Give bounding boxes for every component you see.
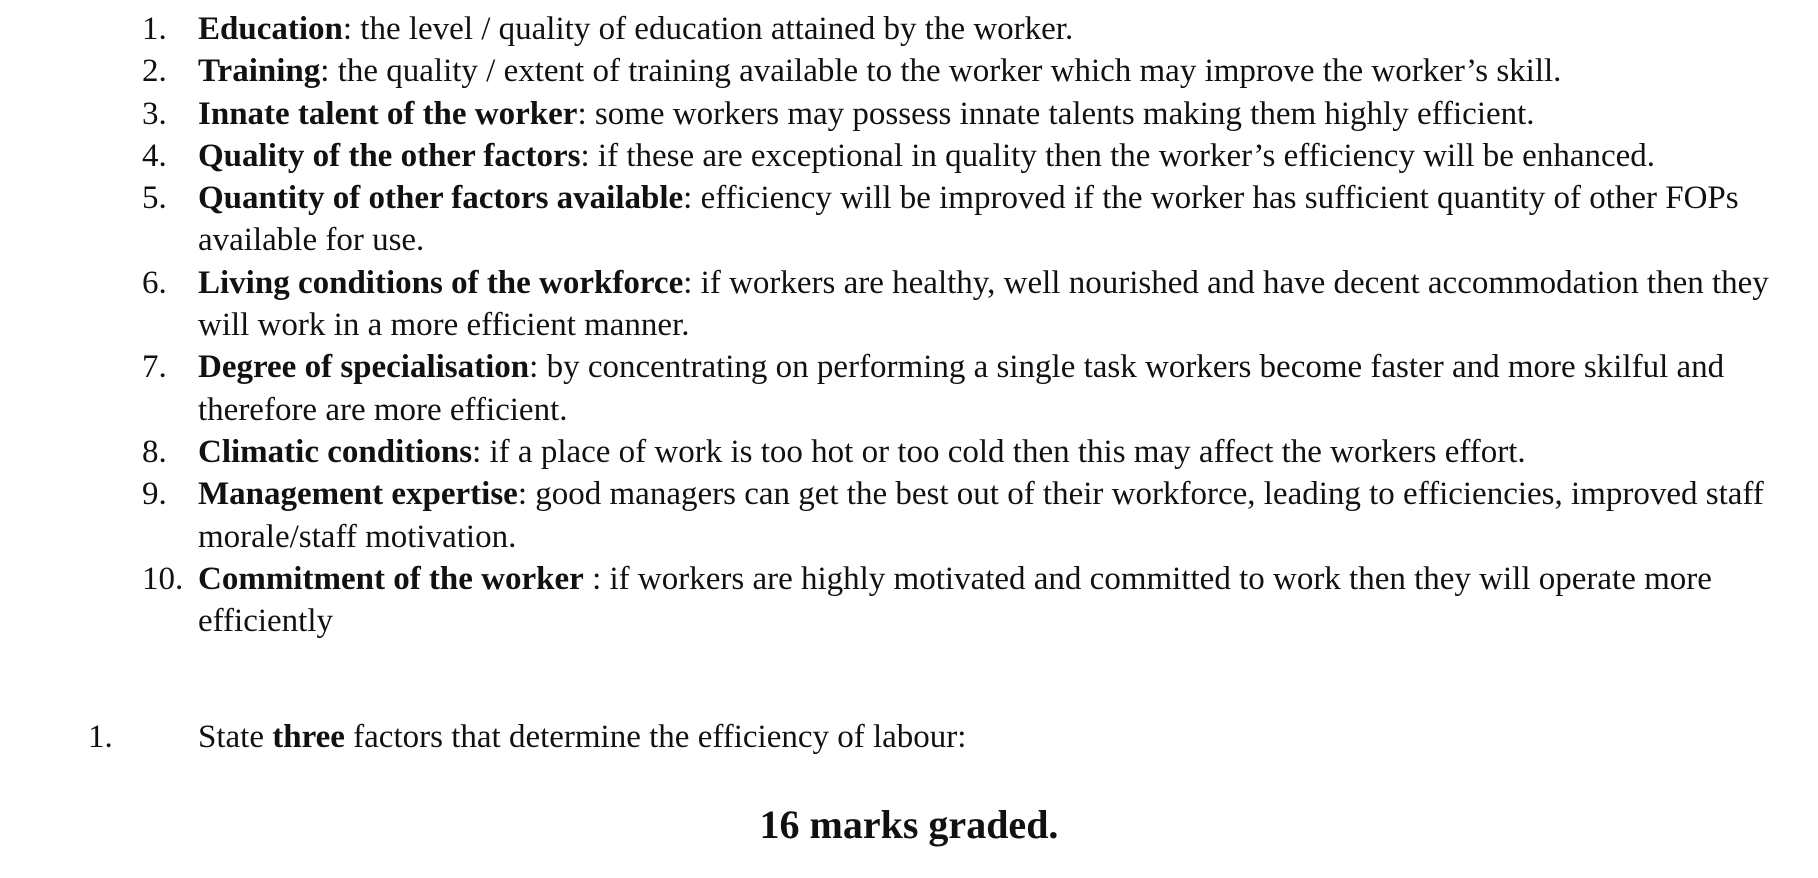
list-item [140,8,1790,50]
list-item-term: Innate talent of the worker [198,95,578,132]
list-item [140,135,1790,177]
question-number: 1. [88,719,113,755]
list-item-separator: : [683,264,693,301]
list-item-term: Education [198,11,343,47]
list-item-number: 6. [142,264,167,301]
list-item-description: efficiency will be improved if the worker has sufficient quantity of other FOPs available for use. [198,180,1739,259]
list-item-separator: : [472,433,482,470]
list-item-separator: : [517,476,527,513]
list-item-term: Commitment of the worker [198,560,584,597]
list-item-number: 1. [142,11,167,47]
question-text [198,716,966,758]
question-text-end: factors that determine the efficiency of labour: [344,719,967,755]
list-item-separator: : [320,53,330,90]
list-item-term: Management expertise [198,476,518,513]
list-item-separator: : [577,95,587,132]
list-item-separator: : [683,180,693,217]
list-item-term: Climatic conditions [198,433,473,470]
list-item-number: 4. [142,137,167,174]
marks-graded-label: 16 marks graded. [759,802,1059,847]
list-item-description: if a place of work is too hot or too cold then this may affect the workers effort. [481,433,1526,470]
list-item-number: 3. [142,95,167,132]
list-item-term: Quality of the other factors [198,137,581,174]
list-item-separator: : [529,349,539,386]
list-item-number: 9. [142,476,167,513]
list-item-description: good managers can get the best out of their workforce, leading to efficiencies, improved staff morale/staff motivation. [198,476,1764,555]
list-item-number: 8. [142,433,167,470]
list-item-description: if workers are highly motivated and committed to work then they will operate more efficiently [198,560,1712,640]
list-item-separator: : [580,137,590,174]
list-item-separator: : [583,560,602,597]
list-item-term: Quantity of other factors available [198,180,684,217]
list-item [140,473,1790,558]
list-item-description: the level / quality of education attained by the worker. [352,11,1074,47]
list-item-description: the quality / extent of training available to the worker which may improve the worker’s skill. [329,53,1562,90]
list-item-description: if workers are healthy, well nourished and have decent accommodation then they will work in a more efficient manner. [198,264,1769,344]
list-item [140,93,1790,135]
list-item-number: 7. [142,349,167,386]
list-item-description: some workers may possess innate talents making them highly efficient. [586,95,1535,132]
list-item [140,262,1790,347]
list-item-number: 2. [142,53,167,90]
question-emphasis: three [272,719,345,755]
list-item-term: Living conditions of the workforce [198,264,684,301]
list-item [140,50,1790,92]
list-item-term: Degree of specialisation [198,349,530,386]
list-item [140,177,1790,262]
factor-list [140,8,1790,642]
list-item [140,558,1790,643]
list-item [140,346,1790,431]
list-item-description: by concentrating on performing a single task workers become faster and more skilful and therefore are more efficient. [198,349,1725,428]
list-item-number: 5. [142,180,167,217]
list-item-description: if these are exceptional in quality then the worker’s efficiency will be enhanced. [589,137,1656,174]
list-item-number: 10. [142,560,184,597]
question-text-start: State [198,719,273,755]
list-item [140,431,1790,473]
list-item-term: Training [198,53,321,90]
list-item-separator: : [342,11,353,47]
